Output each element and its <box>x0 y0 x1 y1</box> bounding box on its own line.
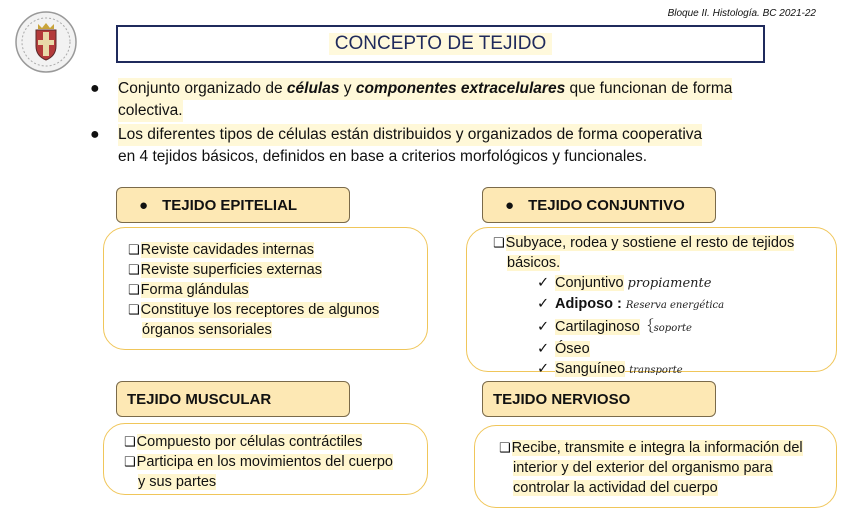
page-title: CONCEPTO DE TEJIDO <box>329 33 553 55</box>
list-item: ❑Compuesto por células contráctiles <box>124 434 363 450</box>
text: y <box>339 80 356 97</box>
list-item: ❑Reviste cavidades internas <box>128 242 314 258</box>
title-box <box>116 25 765 63</box>
label-text: TEJIDO NERVIOSO <box>493 390 631 408</box>
text: Los diferentes tipos de células están distribuidos y organizados de forma cooperativa <box>118 124 702 146</box>
type-sanguineo: ✓ Sanguíneo transporte <box>537 361 683 377</box>
type-conjuntivo: ✓ Conjuntivo propiamente <box>537 275 712 291</box>
list-item: ❑Subyace, rodea y sostiene el resto de tejidos <box>493 235 795 251</box>
list-item: ❑Constituye los receptores de algunos <box>128 302 380 318</box>
list-item: ❑Forma glándulas <box>128 282 249 298</box>
bullet-glyph: ● <box>139 196 149 214</box>
text: Conjunto organizado de <box>118 80 287 97</box>
box-epitelial <box>103 227 428 350</box>
text: colectiva. <box>118 100 183 122</box>
text: en 4 tejidos básicos, definidos en base a criterios morfológicos y funcionales. <box>118 148 648 165</box>
list-item: ❑Reviste superficies externas <box>128 262 322 278</box>
text: que funcionan de forma <box>565 80 733 97</box>
bullet-glyph: ● <box>90 126 100 143</box>
list-item-continuation: órganos sensoriales <box>142 322 272 338</box>
intro-bullets <box>88 78 808 168</box>
label-text: TEJIDO CONJUNTIVO <box>528 196 685 214</box>
emphasis-extracellular: componentes extracelulares <box>355 80 566 97</box>
intro-bullet-2 <box>88 124 808 168</box>
header-reference: Bloque II. Histología. BC 2021-22 <box>667 8 816 19</box>
list-item-continuation: básicos. <box>507 255 561 271</box>
label-text: TEJIDO EPITELIAL <box>162 196 298 214</box>
type-cartilaginoso: ✓ Cartilaginoso｛soporte <box>537 318 692 335</box>
bullet-glyph: ● <box>90 80 100 97</box>
label-conjuntivo <box>482 187 716 223</box>
emphasis-cells: células <box>286 80 340 97</box>
note-soporte: soporte <box>653 323 692 334</box>
list-item: ❑Participa en los movimientos del cuerpo <box>124 454 393 470</box>
note-transporte: transporte <box>629 365 683 376</box>
note-reserva: Reserva energética <box>625 300 725 311</box>
box-muscular <box>103 423 428 495</box>
intro-bullet-1 <box>88 78 808 122</box>
box-conjuntivo <box>466 227 837 377</box>
list-item-continuation: y sus partes <box>138 474 217 490</box>
label-epitelial <box>116 187 350 223</box>
label-muscular <box>116 381 350 417</box>
label-nervioso <box>482 381 716 417</box>
list-item: ❑Recibe, transmite e integra la información del <box>499 440 803 456</box>
label-text: TEJIDO MUSCULAR <box>127 390 272 408</box>
type-oseo: ✓ Óseo <box>537 341 590 357</box>
university-seal-logo <box>14 10 78 74</box>
list-item-continuation: interior y del exterior del organismo para <box>513 460 773 476</box>
note-propiamente: propiamente <box>627 276 712 291</box>
type-adiposo: ✓ Adiposo : Reserva energética <box>537 296 725 312</box>
bullet-glyph: ● <box>505 196 515 214</box>
box-nervioso <box>474 425 837 508</box>
list-item-continuation: controlar la actividad del cuerpo <box>513 480 718 496</box>
